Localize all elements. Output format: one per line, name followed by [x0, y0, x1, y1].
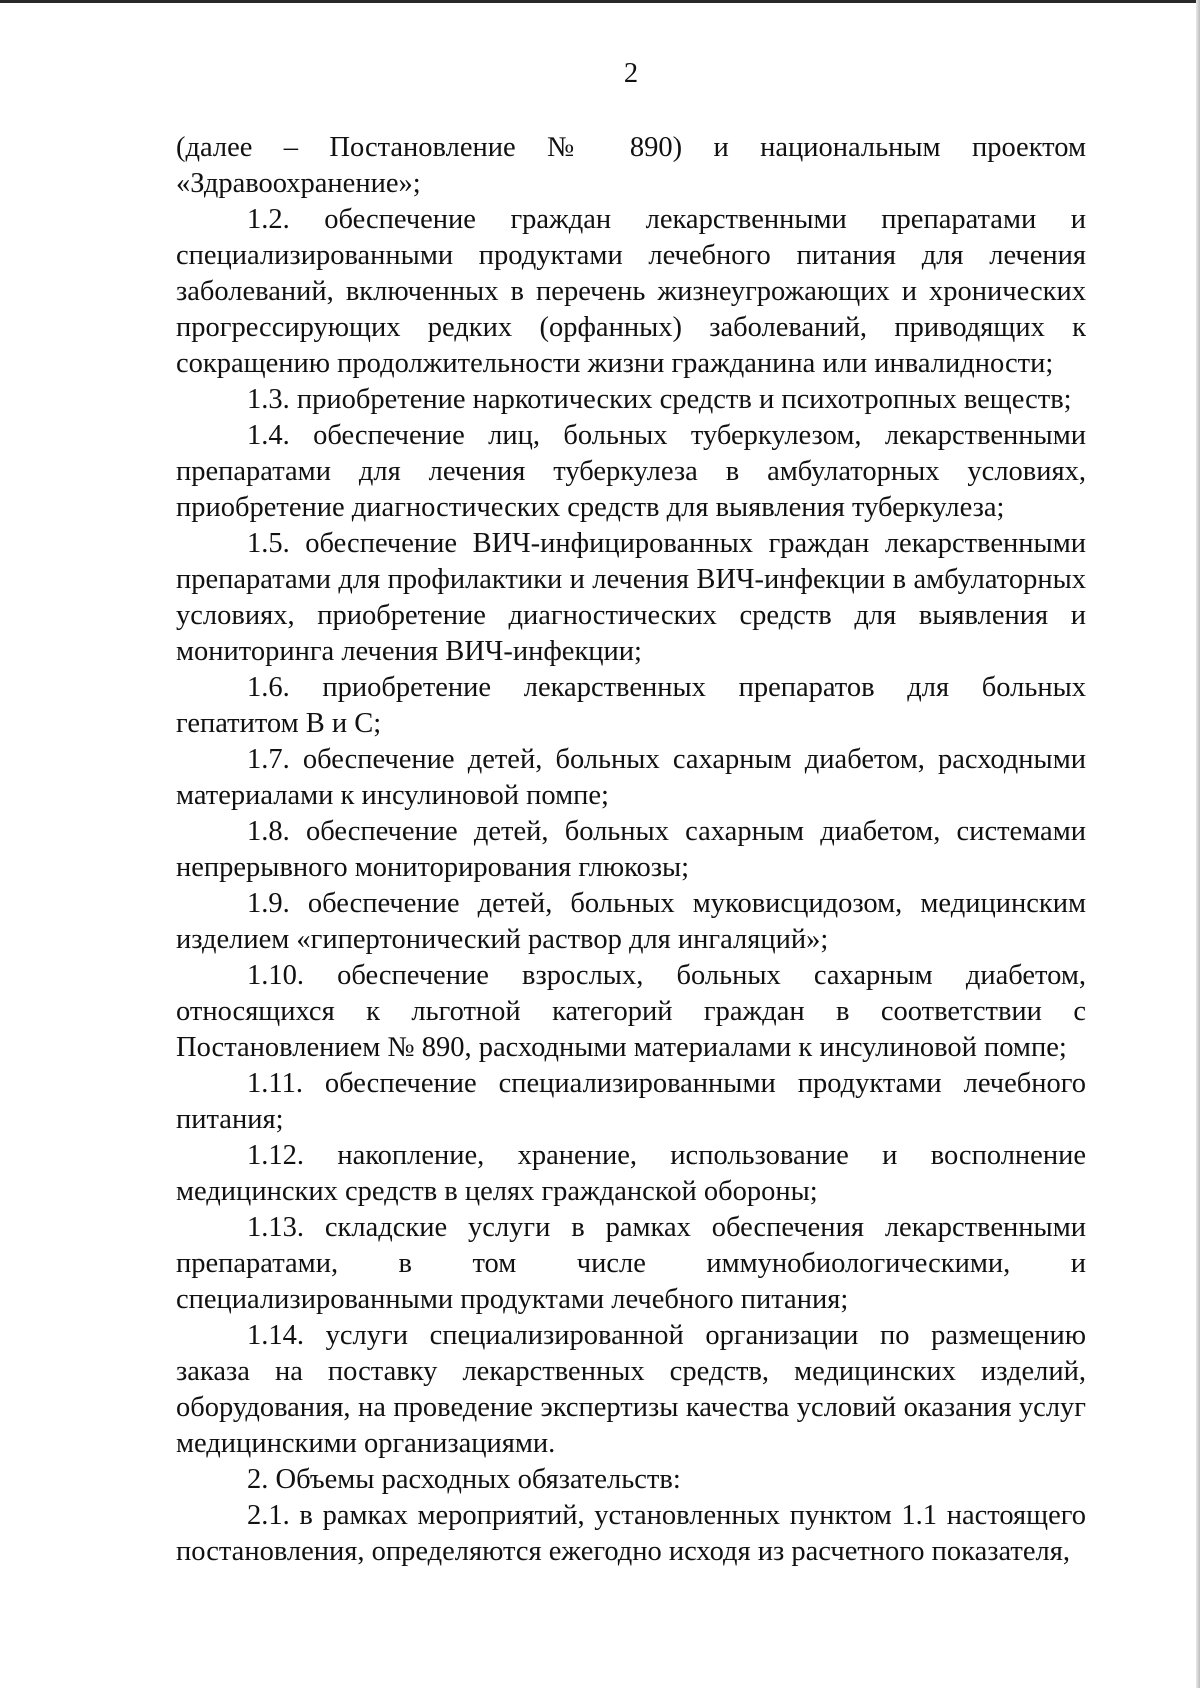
document-page — [176, 52, 1086, 1570]
scan-edge-top — [0, 0, 1200, 3]
paragraph: 2.1. в рамках мероприятий, установленных пунктом 1.1 настоящего постановления, определяются ежегодно исходя из расчетного показателя, — [176, 1500, 1086, 1567]
paragraph: 1.6. приобретение лекарственных препаратов для больных гепатитом В и С; — [176, 672, 1086, 739]
paragraph: 1.13. складские услуги в рамках обеспечения лекарственными препаратами, в том числе иммунобиологическими, и специализированными продуктами лечебного питания; — [176, 1212, 1086, 1315]
scan-edge-right — [1196, 0, 1200, 1688]
paragraph: 1.12. накопление, хранение, использование и восполнение медицинских средств в целях гражданской обороны; — [176, 1140, 1086, 1207]
paragraph: 1.8. обеспечение детей, больных сахарным диабетом, системами непрерывного мониторирования глюкозы; — [176, 816, 1086, 883]
paragraph: 1.3. приобретение наркотических средств и психотропных веществ; — [247, 384, 1072, 415]
paragraph-list — [176, 130, 1086, 1570]
page-number: 2 — [623, 58, 639, 89]
paragraph: 1.2. обеспечение граждан лекарственными препаратами и специализированными продуктами лечебного питания для лечения заболеваний, включенных в перечень жизнеугрожающих и хронических прогрессирующих редких (орфанных) заболеваний, приводящих к сокращению продолжительности жизни гражданина или инвалидности; — [176, 204, 1086, 379]
paragraph: 2. Объемы расходных обязательств: — [247, 1464, 681, 1495]
paragraph: 1.11. обеспечение специализированными продуктами лечебного питания; — [176, 1068, 1086, 1135]
paragraph: 1.7. обеспечение детей, больных сахарным диабетом, расходными материалами к инсулиновой помпе; — [176, 744, 1086, 811]
paragraph: 1.4. обеспечение лиц, больных туберкулезом, лекарственными препаратами для лечения туберкулеза в амбулаторных условиях, приобретение диагностических средств для выявления туберкулеза; — [176, 420, 1086, 523]
paragraph: 1.14. услуги специализированной организации по размещению заказа на поставку лекарственных средств, медицинских изделий, оборудования, на проведение экспертизы качества условий оказания услуг медицинскими организациями. — [176, 1320, 1086, 1459]
paragraph: (далее – Постановление № 890) и национальным проектом «Здравоохранение»; — [176, 132, 1086, 199]
paragraph: 1.9. обеспечение детей, больных муковисцидозом, медицинским изделием «гипертонический раствор для ингаляций»; — [176, 888, 1086, 955]
paragraph: 1.5. обеспечение ВИЧ-инфицированных граждан лекарственными препаратами для профилактики и лечения ВИЧ-инфекции в амбулаторных условиях, приобретение диагностических средств для выявления и мониторинга лечения ВИЧ-инфекции; — [176, 528, 1086, 667]
paragraph: 1.10. обеспечение взрослых, больных сахарным диабетом, относящихся к льготной категорий граждан в соответствии с Постановлением № 890, расходными материалами к инсулиновой помпе; — [176, 960, 1086, 1063]
